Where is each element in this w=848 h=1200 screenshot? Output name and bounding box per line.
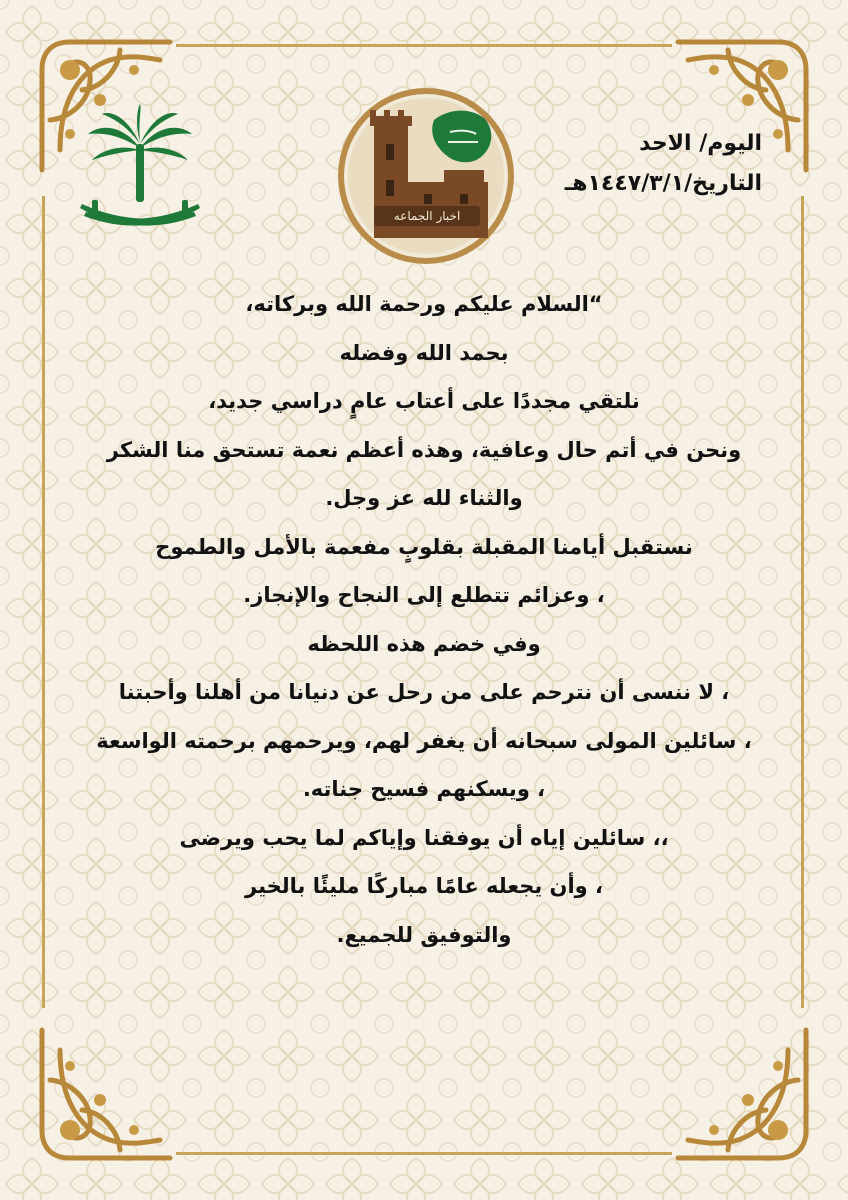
frame-top-line — [176, 44, 672, 47]
message-line: نستقبل أيامنا المقبلة بقلوبٍ مفعمة بالأمل والطموح — [155, 534, 693, 559]
message-line: وفي خضم هذه اللحظه — [307, 631, 541, 656]
message-line: ، لا ننسى أن نترحم على من رحل عن دنيانا من أهلنا وأحبتنا — [118, 680, 730, 704]
corner-ornament-bottom-left-icon — [30, 1020, 180, 1170]
saudi-palm-swords-emblem-icon — [78, 104, 202, 244]
frame-bottom-line — [176, 1152, 672, 1155]
date-header — [502, 124, 762, 204]
message-line: “السلام عليكم ورحمة الله وبركاته، — [245, 292, 603, 316]
message-body — [80, 280, 768, 959]
message-line: ، وأن يجعله عامًا مباركًا مليئًا بالخير — [245, 874, 603, 898]
message-line: ، سائلين المولى سبحانه أن يغفر لهم، ويرحمهم برحمته الواسعة — [96, 728, 752, 753]
corner-ornament-bottom-right-icon — [668, 1020, 818, 1170]
message-line: والتوفيق للجميع. — [336, 922, 512, 947]
message-line: ، وعزائم تتطلع إلى النجاح والإنجاز. — [243, 583, 605, 607]
message-line: ، ويسكنهم فسيح جناته. — [302, 777, 546, 801]
logo-caption: اخبار الجماعه — [393, 209, 461, 223]
message-line: ،، سائلين إياه أن يوفقنا وإياكم لما يحب ويرضى — [179, 825, 669, 850]
castle-with-map-flag-logo-icon — [334, 84, 518, 268]
message-line: والثناء لله عز وجل. — [325, 486, 523, 510]
message-line: نلتقي مجددًا على أعتاب عامٍ دراسي جديد، — [208, 389, 640, 413]
day-line: اليوم/ الاحد — [639, 131, 762, 156]
frame-left-line — [42, 196, 45, 1008]
message-line: ونحن في أتم حال وعافية، وهذه أعظم نعمة تستحق منا الشكر — [106, 437, 742, 462]
date-line: التاريخ/١٤٤٧/٣/١هـ — [564, 171, 762, 196]
message-line: بحمد الله وفضله — [339, 340, 509, 365]
frame-right-line — [801, 196, 804, 1008]
